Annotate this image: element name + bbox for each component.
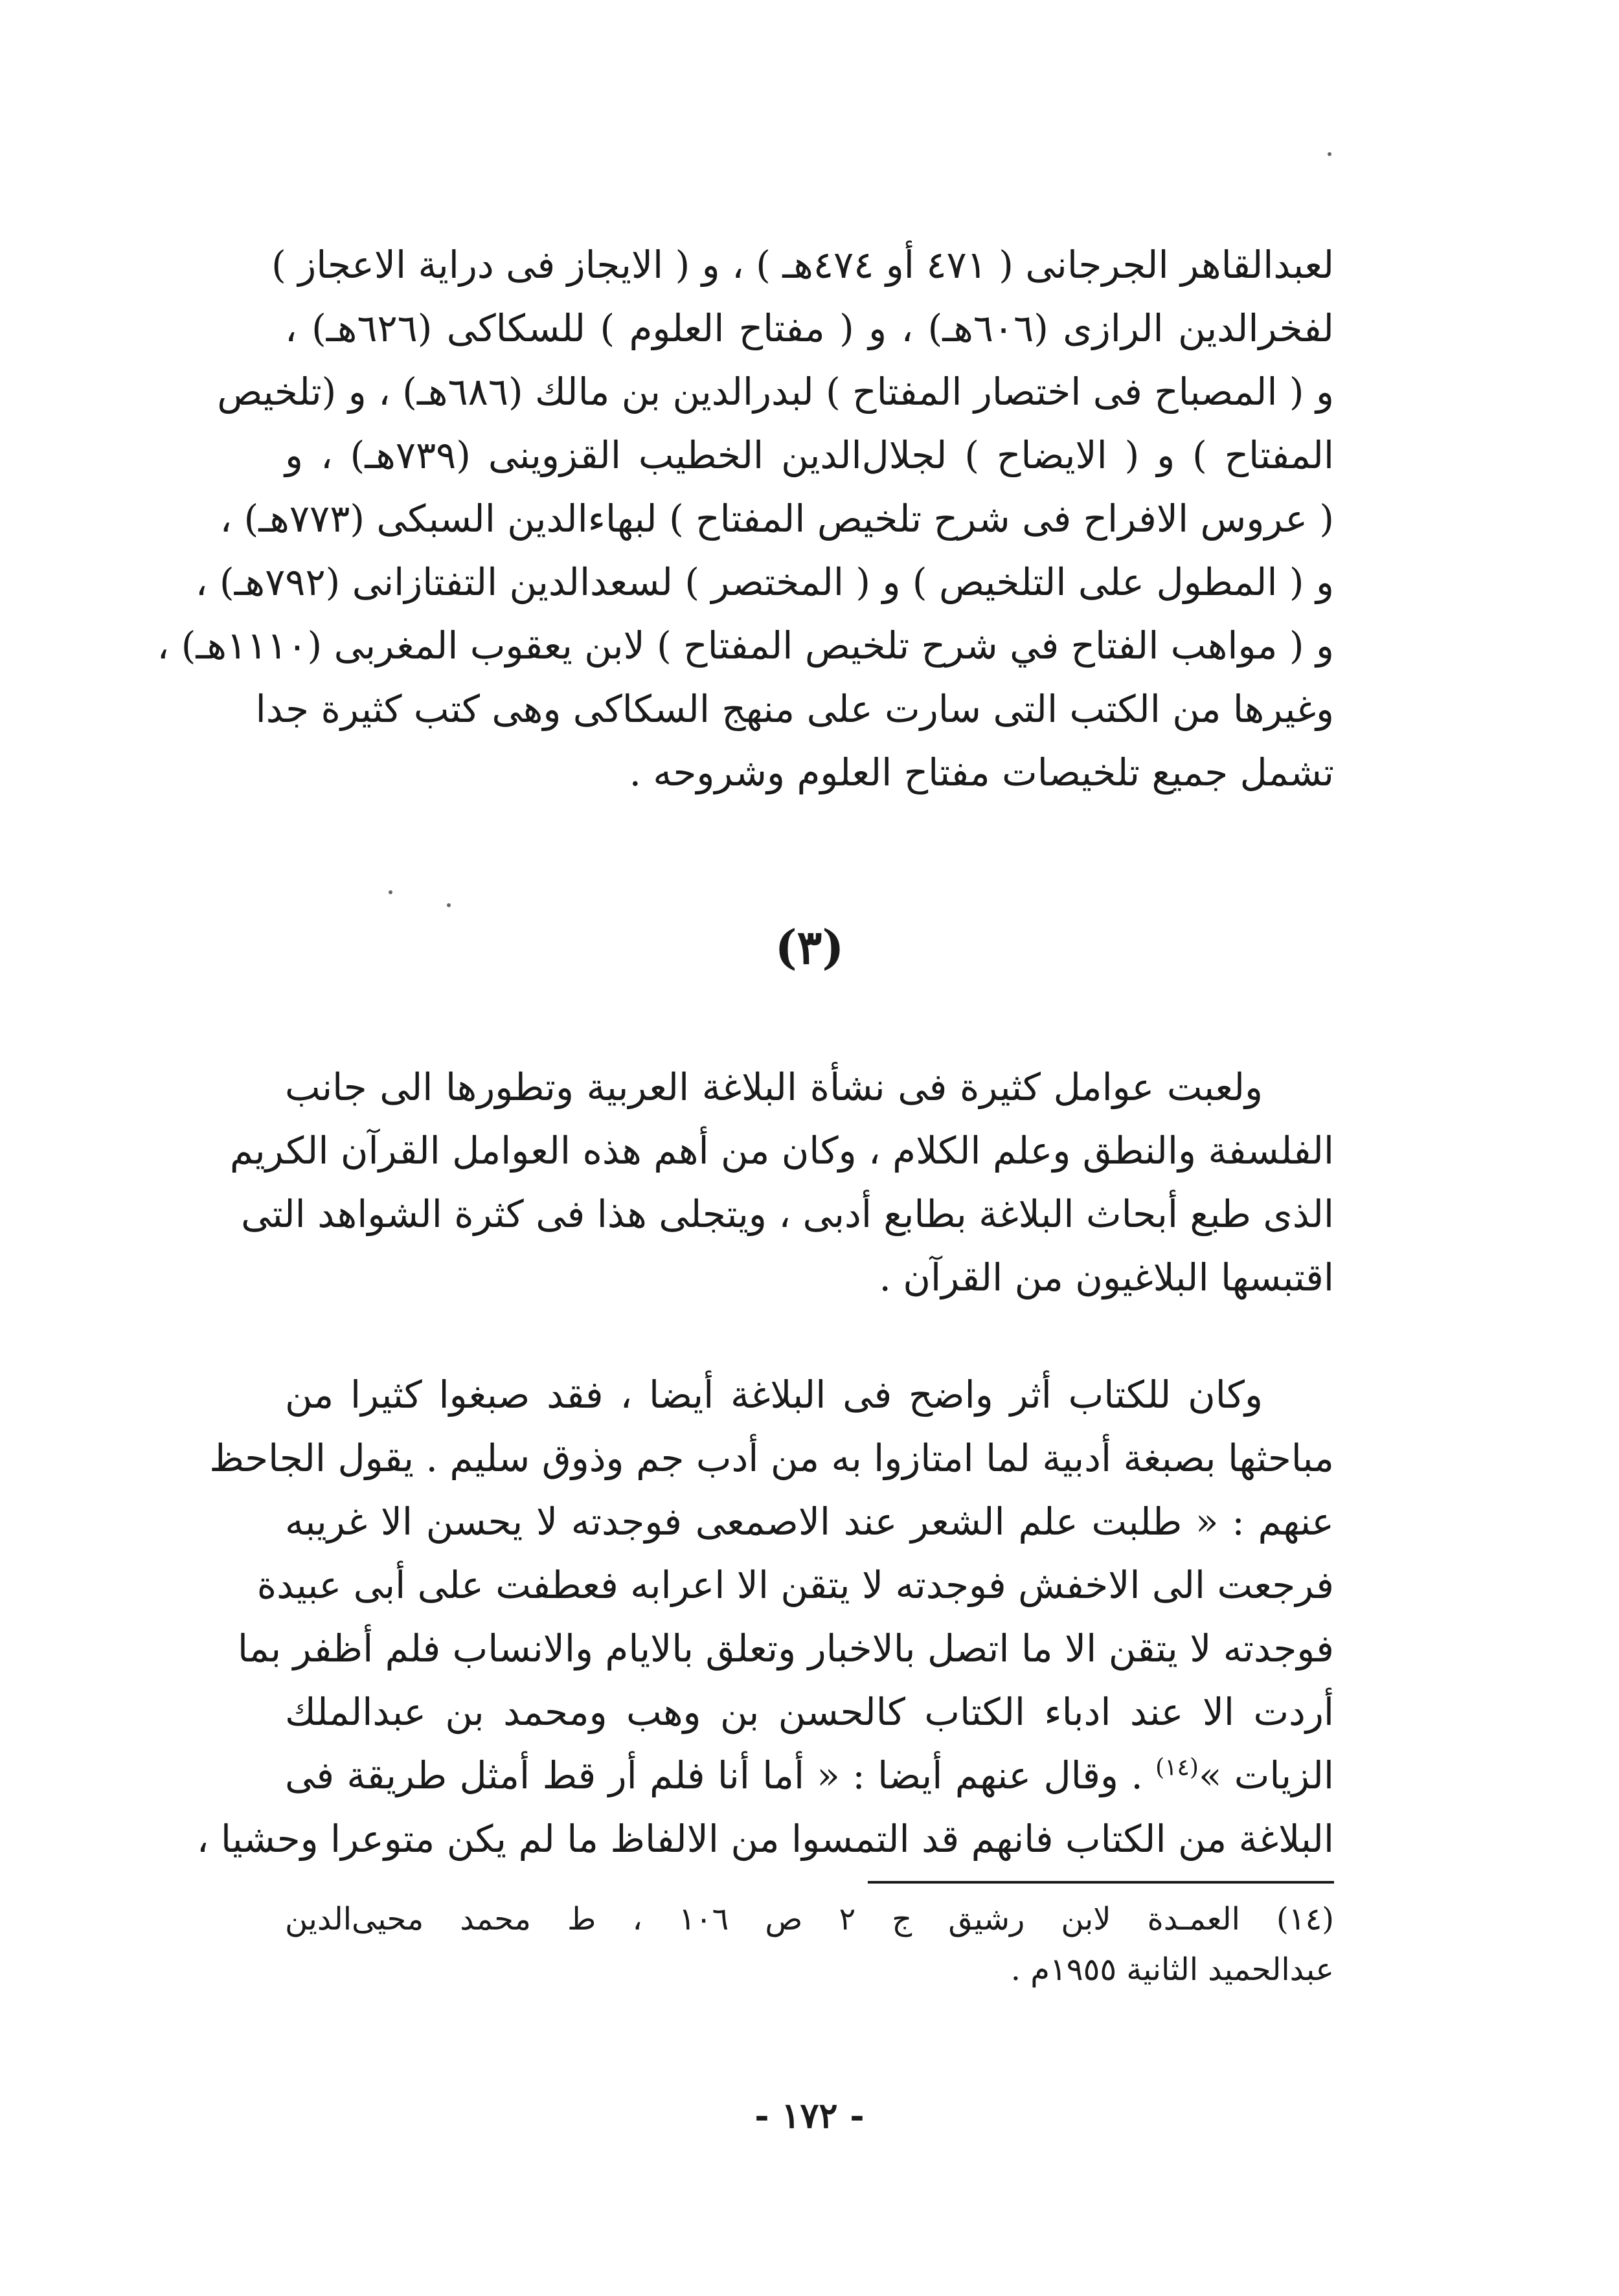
text-segment: الزيات » (1198, 1753, 1334, 1797)
text-line: و ( المطول على التلخيص ) و ( المختصر ) لسعدالدين التفتازانى (٧٩٢هـ) ، (195, 560, 1334, 604)
footnote-line: عبدالحميد الثانية ١٩٥٥م . (1010, 1952, 1334, 1988)
text-line-with-footnote-ref (285, 1744, 1334, 1807)
scan-speck (389, 890, 392, 894)
footnote-line: (١٤) العمـدة لابن رشيق ج ٢ ص ١٠٦ ، ط محمد محيى‌الدين (285, 1901, 1334, 1937)
paragraph-factors (229, 1055, 1334, 1309)
footnote (285, 1894, 1334, 1995)
text-line: لفخرالدين الرازى (٦٠٦هـ) ، و ( مفتاح العلوم ) للسكاكى (٦٢٦هـ) ، (285, 306, 1334, 350)
text-line: المفتاح ) و ( الايضاح ) لجلال‌الدين الخطيب القزوينى (٧٣٩هـ) ، و (285, 433, 1334, 477)
text-line: البلاغة من الكتاب فانهم قد التمسوا من الالفاظ ما لم يكن متوعرا وحشيا ، (196, 1817, 1334, 1861)
text-line: أردت الا عند ادباء الكتاب كالحسن بن وهب ومحمد بن عبدالملك (285, 1690, 1334, 1734)
text-line: عنهم : « طلبت علم الشعر عند الاصمعى فوجدته لا يحسن الا غريبه (285, 1500, 1334, 1544)
paragraph-book-list (157, 233, 1334, 804)
text-line: و ( مواهب الفتاح في شرح تلخيص المفتاح ) لابن يعقوب المغربى (١١١٠هـ) ، (157, 624, 1334, 668)
text-segment: . وقال عنهم أيضا : « أما أنا فلم أر قط أمثل طريقة فى (285, 1753, 1156, 1797)
text-line: لعبدالقاهر الجرجانى ( ٤٧١ أو ٤٧٤هـ ) ، و ( الايجاز فى دراية الاعجاز ) (271, 243, 1334, 287)
footnote-divider (868, 1881, 1334, 1884)
scan-speck (447, 903, 451, 907)
scan-speck (1328, 152, 1331, 156)
text-line: فوجدته لا يتقن الا ما اتصل بالاخبار وتعلق بالايام والانساب فلم أظفر بما (237, 1626, 1334, 1671)
page-number: - ١٧٢ - (754, 2095, 865, 2136)
text-line: ( عروس الافراح فى شرح تلخيص المفتاح ) لبهاءالدين السبكى (٧٧٣هـ) ، (220, 497, 1334, 541)
text-line: و ( المصباح فى اختصار المفتاح ) لبدرالدين بن مالك (٦٨٦هـ) ، و (تلخيص (217, 370, 1334, 414)
section-heading: (٣) (775, 919, 844, 974)
text-line: تشمل جميع تلخيصات مفتاح العلوم وشروحه . (629, 750, 1334, 794)
footnote-reference[interactable]: (١٤) (1155, 1754, 1199, 1781)
text-line: وكان للكتاب أثر واضح فى البلاغة أيضا ، فقد صبغوا كثيرا من (285, 1373, 1263, 1417)
text-line: مباحثها بصبغة أدبية لما امتازوا به من أدب جم وذوق سليم . يقول الجاحظ (209, 1436, 1334, 1480)
paragraph-scribes (196, 1363, 1334, 1871)
text-line: وغيرها من الكتب التى سارت على منهج السكاكى وهى كتب كثيرة جدا (255, 687, 1334, 731)
text-line: الفلسفة والنطق وعلم الكلام ، وكان من أهم هذه العوامل القرآن الكريم (229, 1129, 1334, 1173)
text-line: فرجعت الى الاخفش فوجدته لا يتقن الا اعرابه فعطفت على أبى عبيدة (256, 1563, 1334, 1607)
text-line: اقتبسها البلاغيون من القرآن . (879, 1255, 1334, 1300)
text-line: الذى طبع أبحاث البلاغة بطابع أدبى ، ويتجلى هذا فى كثرة الشواهد التى (241, 1192, 1334, 1236)
text-line: ولعبت عوامل كثيرة فى نشأة البلاغة العربية وتطورها الى جانب (285, 1065, 1263, 1109)
